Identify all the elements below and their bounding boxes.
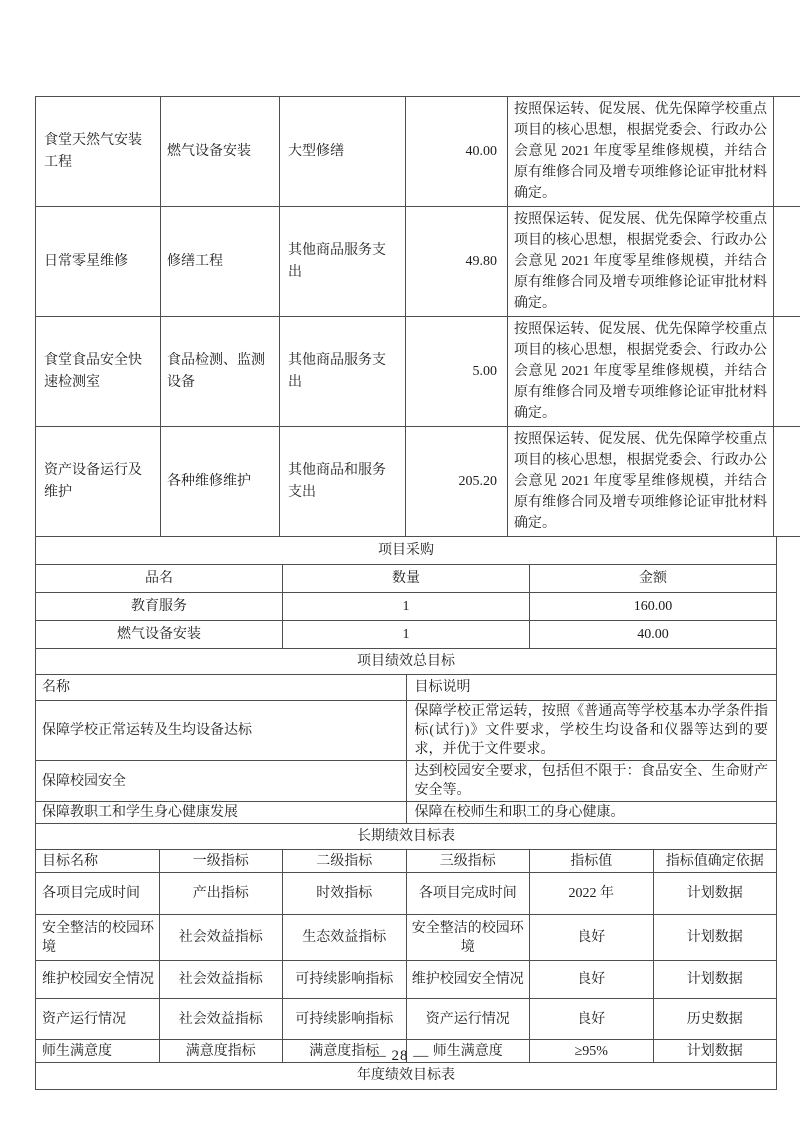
level3-indicator-cell: 资产运行情况 bbox=[406, 999, 530, 1040]
level3-indicator-cell: 师生满意度 bbox=[406, 1040, 530, 1063]
basis-description-cell: 按照保运转、促发展、优先保障学校重点项目的核心思想，根据党委会、行政办公会意见 2021 年度零星维修规模，并结合原有维修合同及增专项维修论证审批材料确定。 bbox=[508, 207, 774, 317]
column-header-indicator-value: 指标值 bbox=[530, 850, 654, 873]
project-name-cell: 食堂天然气安装工程 bbox=[36, 97, 161, 207]
level1-indicator-cell: 社会效益指标 bbox=[159, 961, 283, 999]
level3-indicator-cell: 维护校园安全情况 bbox=[406, 961, 530, 999]
value-basis-cell: 计划数据 bbox=[653, 1040, 777, 1063]
column-header-target-name: 目标名称 bbox=[36, 850, 160, 873]
page-number: — 28 — bbox=[370, 1048, 430, 1064]
value-basis-cell: 计划数据 bbox=[653, 873, 777, 915]
expense-category-cell: 其他商品服务支出 bbox=[280, 207, 406, 317]
amount-cell: 40.00 bbox=[406, 97, 508, 207]
table-row bbox=[36, 873, 777, 915]
column-header-goal-description: 目标说明 bbox=[406, 675, 777, 701]
note-cell bbox=[774, 97, 800, 207]
level2-indicator-cell: 可持续影响指标 bbox=[283, 999, 407, 1040]
table-row bbox=[36, 761, 777, 802]
expense-category-cell: 其他商品和服务支出 bbox=[280, 427, 406, 537]
overall-goal-table bbox=[35, 648, 777, 824]
goal-description-cell: 达到校园安全要求，包括但不限于：食品安全、生命财产安全等。 bbox=[406, 761, 777, 802]
target-name-cell: 资产运行情况 bbox=[36, 999, 160, 1040]
level2-indicator-cell: 生态效益指标 bbox=[283, 915, 407, 961]
target-name-cell: 安全整洁的校园环境 bbox=[36, 915, 160, 961]
section-title-row bbox=[36, 824, 777, 850]
procurement-section-title: 项目采购 bbox=[36, 537, 777, 565]
overall-goal-section-title: 项目绩效总目标 bbox=[36, 649, 777, 675]
table-header-row bbox=[36, 565, 777, 593]
level1-indicator-cell: 产出指标 bbox=[159, 873, 283, 915]
table-row bbox=[36, 621, 777, 649]
project-name-cell: 日常零星维修 bbox=[36, 207, 161, 317]
note-cell bbox=[774, 207, 800, 317]
target-name-cell: 师生满意度 bbox=[36, 1040, 160, 1063]
column-header-amount: 金额 bbox=[530, 565, 777, 593]
value-basis-cell: 计划数据 bbox=[653, 915, 777, 961]
longterm-target-table bbox=[35, 823, 777, 1063]
amount-cell: 49.80 bbox=[406, 207, 508, 317]
level2-indicator-cell: 时效指标 bbox=[283, 873, 407, 915]
item-name-cell: 教育服务 bbox=[36, 593, 283, 621]
goal-description-cell: 保障在校师生和职工的身心健康。 bbox=[406, 802, 777, 824]
page-content bbox=[35, 97, 777, 1090]
level3-indicator-cell: 安全整洁的校园环境 bbox=[406, 915, 530, 961]
goal-name-cell: 保障学校正常运转及生均设备达标 bbox=[36, 701, 407, 761]
level1-indicator-cell: 满意度指标 bbox=[159, 1040, 283, 1063]
quantity-cell: 1 bbox=[283, 621, 530, 649]
table-header-row bbox=[36, 850, 777, 873]
column-header-name: 名称 bbox=[36, 675, 407, 701]
level2-indicator-cell: 满意度指标 bbox=[283, 1040, 407, 1063]
column-header-value-basis: 指标值确定依据 bbox=[653, 850, 777, 873]
value-basis-cell: 计划数据 bbox=[653, 961, 777, 999]
project-name-cell: 食堂食品安全快速检测室 bbox=[36, 317, 161, 427]
amount-cell: 160.00 bbox=[530, 593, 777, 621]
section-title-row bbox=[36, 537, 777, 565]
goal-name-cell: 保障校园安全 bbox=[36, 761, 407, 802]
level1-indicator-cell: 社会效益指标 bbox=[159, 915, 283, 961]
target-name-cell: 各项目完成时间 bbox=[36, 873, 160, 915]
value-basis-cell: 历史数据 bbox=[653, 999, 777, 1040]
indicator-value-cell: 2022 年 bbox=[530, 873, 654, 915]
indicator-value-cell: 良好 bbox=[530, 961, 654, 999]
project-type-cell: 燃气设备安装 bbox=[161, 97, 280, 207]
item-name-cell: 燃气设备安装 bbox=[36, 621, 283, 649]
table-row bbox=[36, 915, 777, 961]
quantity-cell: 1 bbox=[283, 593, 530, 621]
procurement-table bbox=[35, 536, 777, 649]
column-header-level1-indicator: 一级指标 bbox=[159, 850, 283, 873]
table-row bbox=[36, 427, 800, 537]
amount-cell: 205.20 bbox=[406, 427, 508, 537]
table-row bbox=[36, 701, 777, 761]
table-row bbox=[36, 97, 800, 207]
expense-category-cell: 其他商品服务支出 bbox=[280, 317, 406, 427]
note-cell bbox=[774, 427, 800, 537]
basis-description-cell: 按照保运转、促发展、优先保障学校重点项目的核心思想，根据党委会、行政办公会意见 2021 年度零星维修规模，并结合原有维修合同及增专项维修论证审批材料确定。 bbox=[508, 317, 774, 427]
section-title-row bbox=[36, 649, 777, 675]
level2-indicator-cell: 可持续影响指标 bbox=[283, 961, 407, 999]
table-row bbox=[36, 999, 777, 1040]
basis-description-cell: 按照保运转、促发展、优先保障学校重点项目的核心思想，根据党委会、行政办公会意见 2021 年度零星维修规模，并结合原有维修合同及增专项维修论证审批材料确定。 bbox=[508, 97, 774, 207]
table-row bbox=[36, 207, 800, 317]
project-name-cell: 资产设备运行及维护 bbox=[36, 427, 161, 537]
annual-section-title: 年度绩效目标表 bbox=[36, 1063, 777, 1090]
project-type-cell: 食品检测、监测设备 bbox=[161, 317, 280, 427]
longterm-section-title: 长期绩效目标表 bbox=[36, 824, 777, 850]
column-header-level3-indicator: 三级指标 bbox=[406, 850, 530, 873]
goal-description-cell: 保障学校正常运转，按照《普通高等学校基本办学条件指标(试行)》文件要求，学校生均设备和仪器等达到的要求，并优于文件要求。 bbox=[406, 701, 777, 761]
column-header-level2-indicator: 二级指标 bbox=[283, 850, 407, 873]
indicator-value-cell: 良好 bbox=[530, 999, 654, 1040]
expense-category-cell: 大型修缮 bbox=[280, 97, 406, 207]
column-header-item: 品名 bbox=[36, 565, 283, 593]
project-type-cell: 各种维修维护 bbox=[161, 427, 280, 537]
table-row bbox=[36, 802, 777, 824]
maintenance-projects-table bbox=[35, 96, 800, 537]
project-type-cell: 修缮工程 bbox=[161, 207, 280, 317]
level1-indicator-cell: 社会效益指标 bbox=[159, 999, 283, 1040]
goal-name-cell: 保障教职工和学生身心健康发展 bbox=[36, 802, 407, 824]
indicator-value-cell: 良好 bbox=[530, 915, 654, 961]
note-cell bbox=[774, 317, 800, 427]
annual-target-table bbox=[35, 1062, 777, 1090]
column-header-quantity: 数量 bbox=[283, 565, 530, 593]
level3-indicator-cell: 各项目完成时间 bbox=[406, 873, 530, 915]
amount-cell: 40.00 bbox=[530, 621, 777, 649]
indicator-value-cell: ≥95% bbox=[530, 1040, 654, 1063]
table-row bbox=[36, 317, 800, 427]
basis-description-cell: 按照保运转、促发展、优先保障学校重点项目的核心思想，根据党委会、行政办公会意见 2021 年度零星维修规模，并结合原有维修合同及增专项维修论证审批材料确定。 bbox=[508, 427, 774, 537]
table-row bbox=[36, 593, 777, 621]
table-row bbox=[36, 961, 777, 999]
target-name-cell: 维护校园安全情况 bbox=[36, 961, 160, 999]
section-title-row bbox=[36, 1063, 777, 1090]
amount-cell: 5.00 bbox=[406, 317, 508, 427]
table-header-row bbox=[36, 675, 777, 701]
